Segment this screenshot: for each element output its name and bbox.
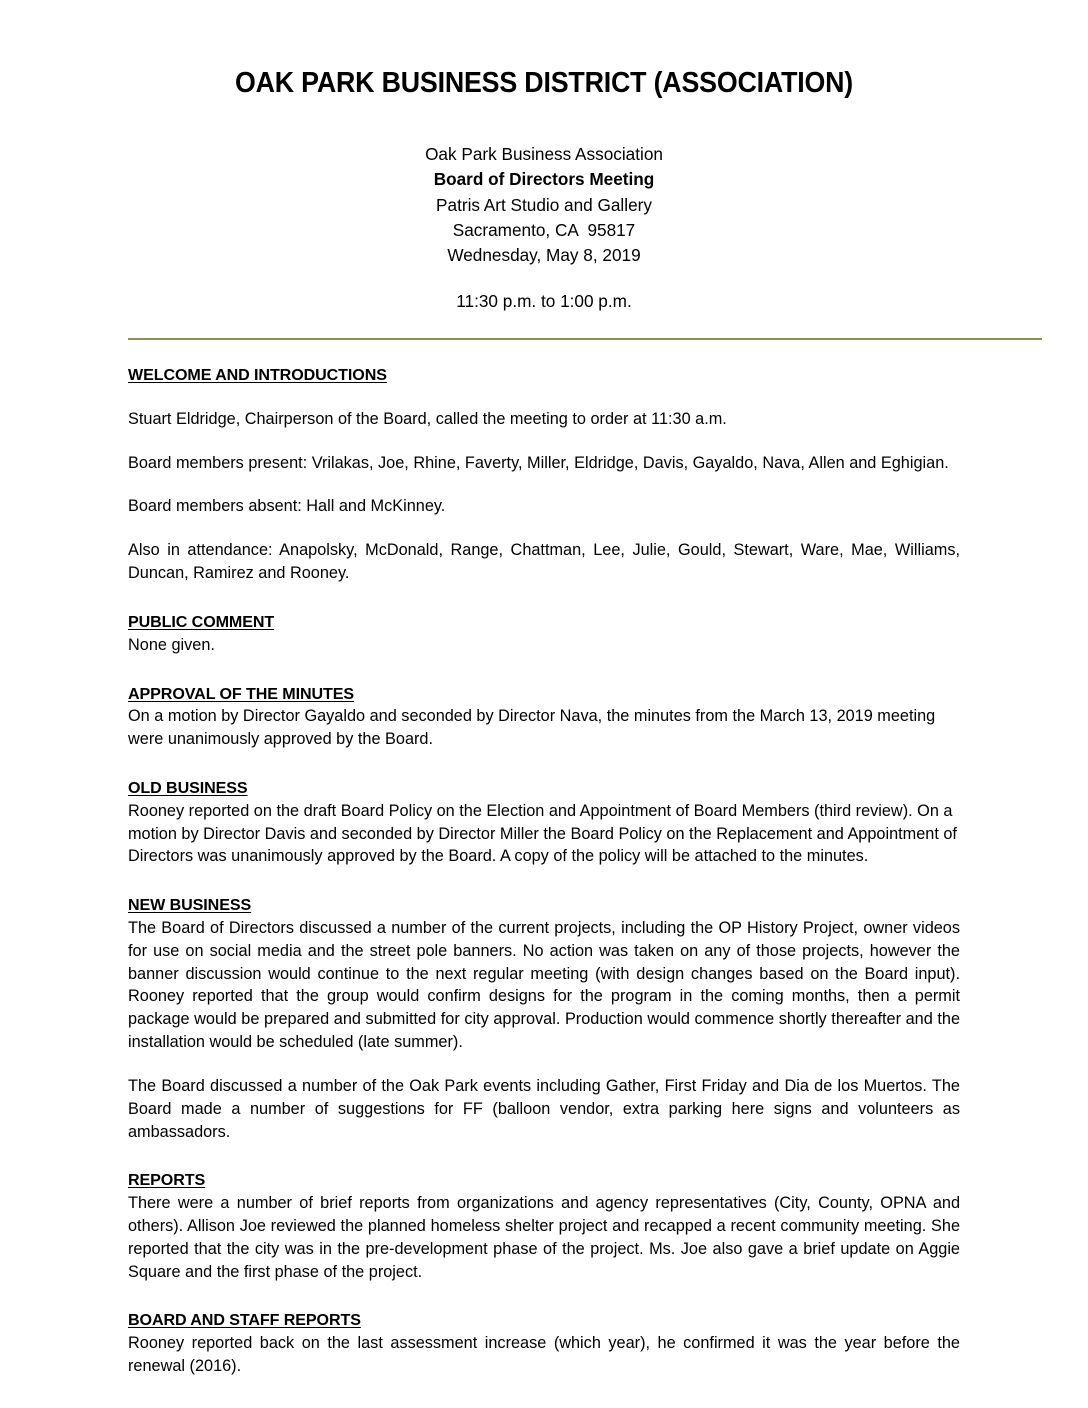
meeting-header-block bbox=[0, 99, 1088, 314]
paragraph-new-business-events: The Board discussed a number of the Oak Park events including Gather, First Friday and Dia de los Muertos. The Board made a number of suggestions for FF (balloon vendor, extra parking here signs and volunteers as ambassadors. bbox=[128, 1076, 960, 1141]
paragraph-also-in-attendance: Also in attendance: Anapolsky, McDonald, Range, Chattman, Lee, Julie, Gould, Stewart, Ware, Mae, Williams, Duncan, Ramirez and Rooney. bbox=[128, 541, 960, 583]
section-welcome-and-introductions bbox=[128, 364, 960, 585]
section-heading-welcome-and-introductions: WELCOME AND INTRODUCTIONS bbox=[128, 366, 387, 384]
heading-row-reports bbox=[128, 1169, 960, 1192]
paragraph-new-business-projects: The Board of Directors discussed a number of the current projects, including the OP History Project, owner videos for use on social media and the street pole banners. No action was taken on any of those projects, however the banner discussion would continue to the next regular meeting (with design changes based on the Board input). Rooney reported that the group would confirm designs for the program in the coming months, then a permit package would be prepared and submitted for city approval. Production would commence shortly thereafter and the installation would be scheduled (late summer). bbox=[128, 919, 960, 1052]
section-heading-public-comment: PUBLIC COMMENT bbox=[128, 612, 275, 631]
meeting-venue: Patris Art Studio and Gallery bbox=[436, 194, 652, 215]
section-old-business bbox=[128, 777, 960, 868]
page-title: OAK PARK BUSINESS DISTRICT (ASSOCIATION) bbox=[234, 67, 854, 99]
paragraph-board-and-staff-reports: Rooney reported back on the last assessment increase (which year), he confirmed it was the year before the renewal (2016). bbox=[128, 1334, 960, 1375]
document-body bbox=[0, 340, 1088, 1378]
spacer bbox=[128, 518, 960, 539]
paragraph-old-business: Rooney reported on the draft Board Policy on the Election and Appointment of Board Members (third review). On a motion by Director Davis and seconded by Director Miller the Board Policy on the Replacement and Appointment of Directors was unanimously approved by the Board. A copy of the policy will be attached to the minutes. bbox=[128, 801, 957, 866]
section-heading-old-business: OLD BUSINESS bbox=[128, 778, 248, 797]
meeting-date: Wednesday, May 8, 2019 bbox=[447, 244, 641, 265]
heading-row-welcome bbox=[128, 364, 960, 387]
spacer bbox=[128, 387, 960, 408]
paragraph-public-comment: None given. bbox=[128, 635, 215, 654]
heading-row-old-business bbox=[128, 777, 960, 800]
divider-container bbox=[0, 314, 1088, 340]
meeting-name: Board of Directors Meeting bbox=[433, 169, 655, 190]
paragraph-approval-of-the-minutes: On a motion by Director Gayaldo and seconded by Director Nava, the minutes from the March 13, 2019 meeting were unanimously approved by the Board. bbox=[128, 707, 936, 749]
header-spacer bbox=[60, 268, 1028, 289]
spacer bbox=[128, 751, 960, 777]
heading-row-public-comment bbox=[128, 611, 960, 634]
paragraph-call-to-order: Stuart Eldridge, Chairperson of the Board, called the meeting to order at 11:30 a.m. bbox=[128, 409, 727, 428]
paragraph-reports: There were a number of brief reports from organizations and agency representatives (City, County, OPNA and others). Allison Joe reviewed the planned homeless shelter project and recapped a recent community meeting. She reported that the city was in the pre-development phase of the project. Ms. Joe also gave a brief update on Aggie Square and the first phase of the project. bbox=[128, 1194, 960, 1281]
meeting-city-state-zip: Sacramento, CA 95817 bbox=[452, 219, 636, 240]
spacer bbox=[128, 431, 960, 452]
section-heading-new-business: NEW BUSINESS bbox=[128, 896, 252, 915]
section-heading-approval-of-the-minutes: APPROVAL OF THE MINUTES bbox=[128, 684, 355, 703]
heading-row-board-and-staff-reports bbox=[128, 1309, 960, 1332]
section-approval-of-the-minutes bbox=[128, 683, 960, 751]
meeting-organization: Oak Park Business Association bbox=[425, 144, 663, 165]
meeting-time: 11:30 p.m. to 1:00 p.m. bbox=[456, 290, 632, 311]
section-board-and-staff-reports bbox=[128, 1309, 960, 1377]
spacer bbox=[128, 1143, 960, 1169]
section-public-comment bbox=[128, 611, 960, 657]
spacer bbox=[128, 1054, 960, 1075]
section-heading-reports: REPORTS bbox=[128, 1171, 206, 1190]
section-heading-board-and-staff-reports: BOARD AND STAFF REPORTS bbox=[128, 1311, 361, 1330]
heading-row-new-business bbox=[128, 894, 960, 917]
spacer bbox=[128, 1283, 960, 1309]
paragraph-members-absent: Board members absent: Hall and McKinney. bbox=[128, 497, 446, 516]
section-new-business bbox=[128, 894, 960, 1143]
spacer bbox=[128, 657, 960, 683]
heading-row-approval-of-minutes bbox=[128, 683, 960, 706]
paragraph-members-present: Board members present: Vrilakas, Joe, Rhine, Faverty, Miller, Eldridge, Davis, Gayaldo, Nava, Allen and Eghigian. bbox=[128, 453, 949, 472]
spacer bbox=[128, 585, 960, 611]
spacer bbox=[128, 474, 960, 495]
spacer bbox=[128, 868, 960, 894]
section-reports bbox=[128, 1169, 960, 1283]
